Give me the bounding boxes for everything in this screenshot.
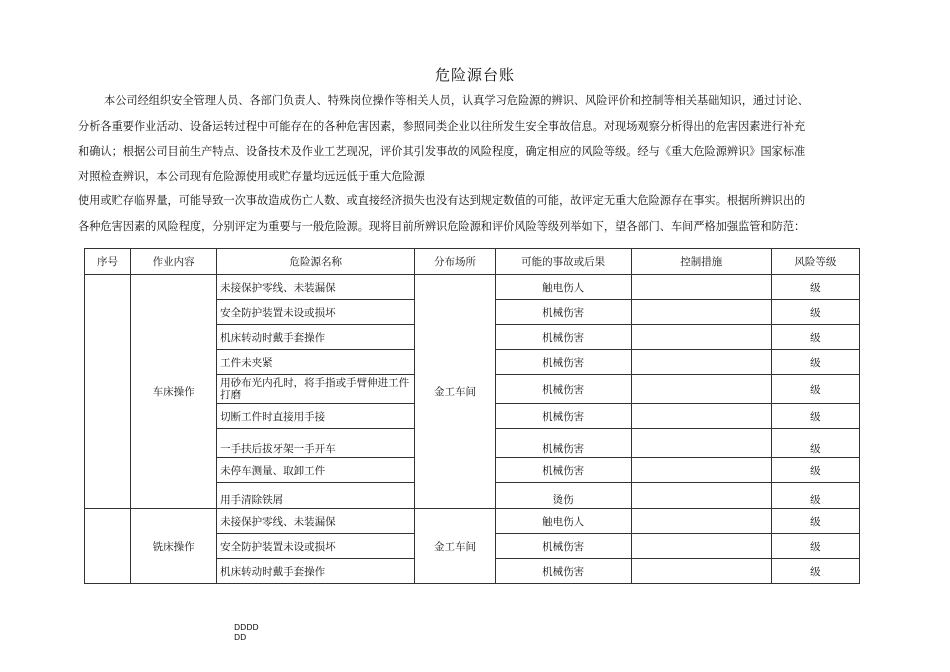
- hazard-cell: 未接保护零线、未装漏保: [217, 509, 415, 534]
- risk-level-cell: 级: [771, 458, 859, 483]
- consequence-cell: 机械伤害: [495, 534, 631, 559]
- risk-level-cell: 级: [771, 509, 859, 534]
- hazard-cell: 切断工件时直接用手接: [217, 404, 415, 429]
- column-header-activity: 作业内容: [131, 249, 217, 275]
- intro-paragraph-line: 使用或贮存临界量，可能导致一次事故造成伤亡人数、或直接经济损失也没有达到规定数值的可能，故评定无重大危险源存在事实。根据所辨识出的: [78, 194, 806, 207]
- risk-level-cell: 级: [771, 404, 859, 429]
- hazard-cell: 用砂布光内孔时，将手指或手臂伸进工件打磨: [217, 375, 415, 404]
- row-number-cell: [85, 509, 131, 584]
- control-cell: [631, 325, 771, 350]
- control-cell: [631, 509, 771, 534]
- consequence-cell: 烫伤: [495, 483, 631, 509]
- consequence-cell: 机械伤害: [495, 325, 631, 350]
- activity-cell: 车床操作: [131, 275, 217, 509]
- table-row: [85, 275, 860, 300]
- risk-level-cell: 级: [771, 325, 859, 350]
- risk-level-cell: 级: [771, 375, 859, 404]
- risk-level-cell: 级: [771, 300, 859, 325]
- control-cell: [631, 483, 771, 509]
- hazard-cell: 机床转动时戴手套操作: [217, 559, 415, 584]
- table-header-row: [85, 249, 860, 275]
- activity-cell: 铣床操作: [131, 509, 217, 584]
- risk-level-cell: 级: [771, 483, 859, 509]
- risk-level-cell: 级: [771, 429, 859, 458]
- control-cell: [631, 350, 771, 375]
- risk-level-cell: 级: [771, 275, 859, 300]
- consequence-cell: 机械伤害: [495, 458, 631, 483]
- column-header-no: 序号: [85, 249, 131, 275]
- control-cell: [631, 429, 771, 458]
- control-cell: [631, 559, 771, 584]
- column-header-location: 分布场所: [415, 249, 495, 275]
- intro-paragraph-line: 对照检查辨识，本公司现有危险源使用或贮存量均远远低于重大危险源: [78, 170, 425, 183]
- location-cell: 金工车间: [415, 509, 495, 584]
- consequence-cell: 机械伤害: [495, 350, 631, 375]
- intro-paragraph-line: 分析各重要作业活动、设备运转过程中可能存在的各种危害因素，参照同类企业以往所发生安全事故信息。对现场观察分析得出的危害因素进行补充: [78, 120, 806, 133]
- column-header-control: 控制措施: [631, 249, 771, 275]
- hazard-ledger-table: [84, 248, 860, 584]
- risk-level-cell: 级: [771, 350, 859, 375]
- control-cell: [631, 300, 771, 325]
- consequence-cell: 机械伤害: [495, 404, 631, 429]
- column-header-consequence: 可能的事故或后果: [495, 249, 631, 275]
- consequence-cell: 触电伤人: [495, 275, 631, 300]
- consequence-cell: 机械伤害: [495, 375, 631, 404]
- table-row: [85, 509, 860, 534]
- footer-line: DD: [234, 633, 247, 642]
- location-cell: 金工车间: [415, 275, 495, 509]
- intro-paragraph-line: 本公司经组织安全管理人员、各部门负责人、特殊岗位操作等相关人员，认真学习危险源的辨识、风险评价和控制等相关基础知识，通过讨论、: [104, 94, 809, 107]
- column-header-hazard: 危险源名称: [217, 249, 415, 275]
- consequence-cell: 机械伤害: [495, 429, 631, 458]
- row-number-cell: [85, 275, 131, 509]
- hazard-cell: 未停车测量、取卸工件: [217, 458, 415, 483]
- page-title: 危险源台账: [434, 66, 515, 84]
- intro-paragraph-line: 各种危害因素的风险程度，分别评定为重要与一般危险源。现将目前所辨识危险源和评价风险等级列举如下，望各部门、车间严格加强监管和防范：: [78, 220, 806, 233]
- footer-text: [234, 623, 259, 643]
- hazard-cell: 用手清除铁屑: [217, 483, 415, 509]
- control-cell: [631, 458, 771, 483]
- risk-level-cell: 级: [771, 559, 859, 584]
- hazard-cell: 未接保护零线、未装漏保: [217, 275, 415, 300]
- hazard-cell: 一手扶后拔牙架一手开车: [217, 429, 415, 458]
- intro-paragraph-line: 和确认；根据公司目前生产特点、设备技术及作业工艺现况，评价其引发事故的风险程度，确定相应的风险等级。经与《重大危险源辨识》国家标准: [78, 145, 806, 158]
- hazard-cell: 机床转动时戴手套操作: [217, 325, 415, 350]
- control-cell: [631, 375, 771, 404]
- control-cell: [631, 275, 771, 300]
- footer-line: DDDD: [234, 623, 259, 632]
- column-header-risk-level: 风险等级: [771, 249, 859, 275]
- control-cell: [631, 404, 771, 429]
- consequence-cell: 触电伤人: [495, 509, 631, 534]
- consequence-cell: 机械伤害: [495, 559, 631, 584]
- hazard-cell: 工件未夹紧: [217, 350, 415, 375]
- risk-level-cell: 级: [771, 534, 859, 559]
- control-cell: [631, 534, 771, 559]
- hazard-cell: 安全防护装置未设或损坏: [217, 300, 415, 325]
- consequence-cell: 机械伤害: [495, 300, 631, 325]
- hazard-cell: 安全防护装置未设或损坏: [217, 534, 415, 559]
